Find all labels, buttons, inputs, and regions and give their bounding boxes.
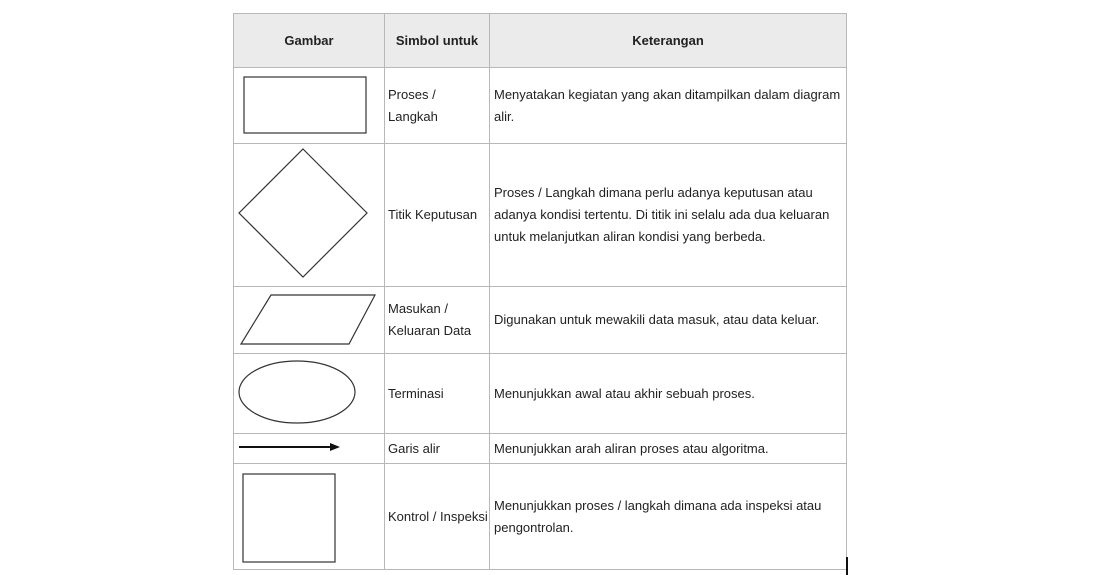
arrow-icon xyxy=(234,434,384,464)
header-simbol-text: Simbol untuk xyxy=(395,32,479,48)
symbol-description: Menyatakan kegiatan yang akan ditampilkan dalam diagram alir. xyxy=(494,86,841,124)
symbol-name: Proses / Langkah xyxy=(385,68,490,143)
header-keterangan: Keterangan xyxy=(632,32,704,48)
shape-cell xyxy=(234,144,385,286)
table-row xyxy=(234,68,846,144)
symbol-description: Proses / Langkah dimana perlu adanya keputusan atau adanya kondisi tertentu. Di titik ini selalu ada dua keluaran untuk melanjutkan aliran kondisi yang berbeda. xyxy=(494,185,830,244)
table-row xyxy=(234,434,846,464)
symbol-name: Kontrol / Inspeksi xyxy=(385,464,490,569)
header-simbol xyxy=(385,14,490,67)
symbol-description: Menunjukkan arah aliran proses atau algoritma. xyxy=(494,440,769,456)
symbol-name: Terminasi xyxy=(385,354,490,433)
symbol-description: Menunjukkan awal atau akhir sebuah proses. xyxy=(494,385,755,401)
diamond-icon xyxy=(234,144,384,287)
symbol-name: Titik Keputusan xyxy=(385,144,490,286)
ellipse-icon xyxy=(234,354,384,434)
table-row xyxy=(234,354,846,434)
symbol-description: Digunakan untuk mewakili data masuk, atau data keluar. xyxy=(494,312,820,327)
rectangle-icon xyxy=(234,68,384,144)
symbol-name: Masukan / Keluaran Data xyxy=(385,287,490,353)
shape-cell xyxy=(234,68,385,143)
symbol-description: Menunjukkan proses / langkah dimana ada inspeksi atau pengontrolan. xyxy=(494,497,822,535)
shape-cell xyxy=(234,287,385,353)
text-cursor-mark xyxy=(846,557,848,575)
shape-cell xyxy=(234,464,385,569)
flowchart-symbol-table xyxy=(233,13,847,570)
header-gambar: Gambar xyxy=(234,14,385,67)
shape-cell xyxy=(234,354,385,433)
table-row xyxy=(234,287,846,354)
table-row xyxy=(234,464,846,569)
symbol-name: Garis alir xyxy=(385,434,490,463)
table-header-row xyxy=(234,14,846,68)
square-icon xyxy=(234,464,384,569)
table-row xyxy=(234,144,846,287)
parallelogram-icon xyxy=(234,287,384,354)
shape-cell xyxy=(234,434,385,463)
